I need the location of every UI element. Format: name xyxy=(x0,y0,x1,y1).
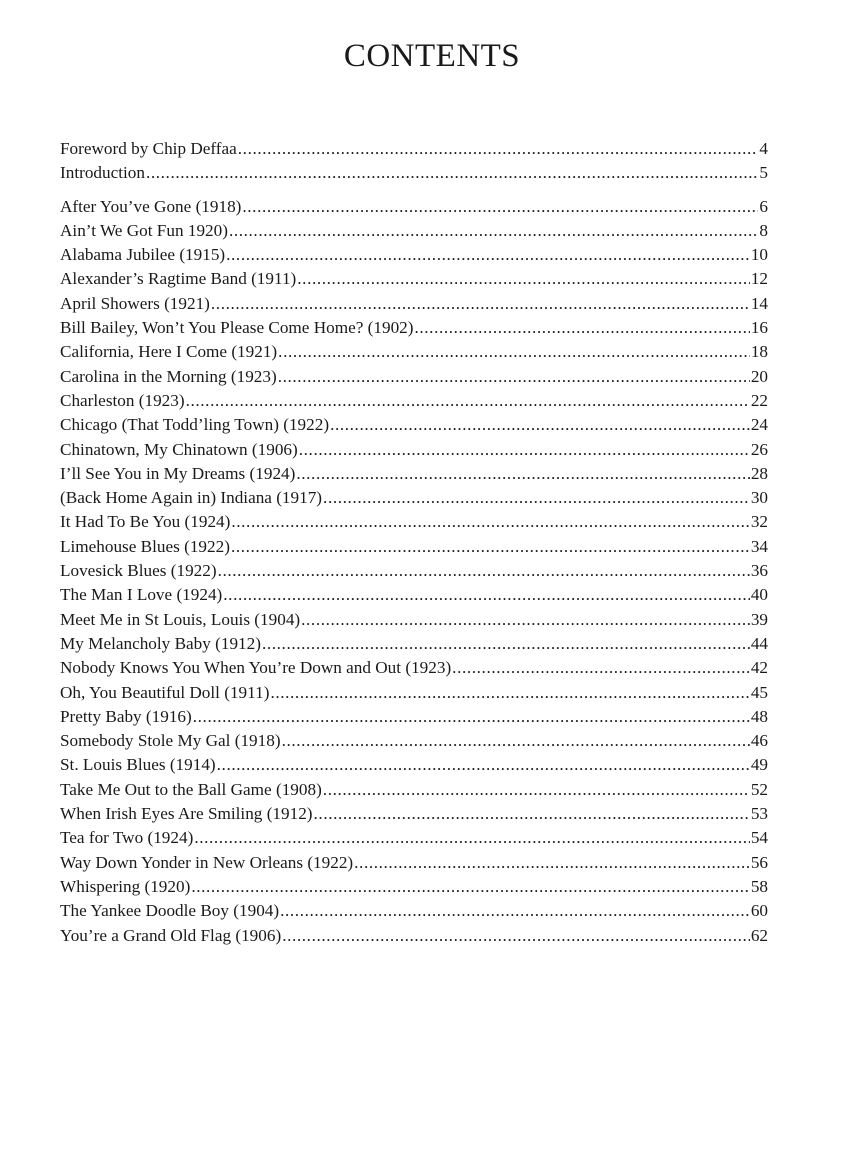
toc-entry-title: When Irish Eyes Are Smiling (1912) xyxy=(60,804,313,824)
toc-entry-page-number: 10 xyxy=(750,245,768,265)
toc-entry-page-number: 22 xyxy=(750,390,768,410)
toc-entry[interactable] xyxy=(60,486,768,510)
toc-entry-page-number: 46 xyxy=(750,731,768,751)
toc-entry-page-number: 28 xyxy=(750,463,768,483)
toc-entry-page-number: 36 xyxy=(750,561,768,581)
dot-leader xyxy=(226,243,750,267)
dot-leader xyxy=(242,195,758,219)
toc-entry[interactable] xyxy=(60,137,768,161)
dot-leader xyxy=(301,608,750,632)
toc-entry-title: I’ll See You in My Dreams (1924) xyxy=(60,463,296,483)
toc-entry[interactable] xyxy=(60,365,768,389)
toc-entry[interactable] xyxy=(60,267,768,291)
dot-leader xyxy=(299,438,750,462)
toc-entry-title: After You’ve Gone (1918) xyxy=(60,196,242,216)
toc-entry-page-number: 4 xyxy=(759,139,768,158)
dot-leader xyxy=(231,535,750,559)
toc-entry[interactable] xyxy=(60,535,768,559)
toc-entry-page-number: 18 xyxy=(750,342,768,362)
toc-entry-title: Charleston (1923) xyxy=(60,390,185,410)
dot-leader xyxy=(270,681,749,705)
toc-entry-page-number: 34 xyxy=(750,536,768,556)
toc-entry[interactable] xyxy=(60,462,768,486)
toc-entry-page-number: 26 xyxy=(750,439,768,459)
toc-entry[interactable] xyxy=(60,219,768,243)
toc-entry-page-number: 62 xyxy=(750,925,768,945)
toc-entry-page-number: 24 xyxy=(750,415,768,435)
toc-entry-page-number: 58 xyxy=(750,876,768,896)
toc-entry[interactable] xyxy=(60,875,768,899)
toc-entry-title: (Back Home Again in) Indiana (1917) xyxy=(60,488,323,508)
dot-leader xyxy=(280,899,750,923)
dot-leader xyxy=(194,826,750,850)
page-title: CONTENTS xyxy=(343,38,521,74)
toc-entry-page-number: 16 xyxy=(750,318,768,338)
toc-entry[interactable] xyxy=(60,632,768,656)
toc-entry-page-number: 53 xyxy=(750,804,768,824)
toc-entry[interactable] xyxy=(60,705,768,729)
song-list xyxy=(60,195,768,948)
dot-leader xyxy=(314,802,750,826)
toc-entry-title: The Man I Love (1924) xyxy=(60,585,223,605)
dot-leader xyxy=(229,219,758,243)
toc-entry[interactable] xyxy=(60,608,768,632)
toc-entry[interactable] xyxy=(60,438,768,462)
dot-leader xyxy=(323,486,750,510)
dot-leader xyxy=(278,340,750,364)
toc-entry-title: Nobody Knows You When You’re Down and Out (1923) xyxy=(60,658,452,678)
toc-entry-title: Whispering (1920) xyxy=(60,876,191,896)
dot-leader xyxy=(146,161,758,185)
toc-entry-title: April Showers (1921) xyxy=(60,293,210,313)
toc-entry[interactable] xyxy=(60,681,768,705)
dot-leader xyxy=(354,851,750,875)
toc-entry[interactable] xyxy=(60,316,768,340)
toc-entry-title: Pretty Baby (1916) xyxy=(60,706,192,726)
toc-entry[interactable] xyxy=(60,559,768,583)
toc-entry-title: Carolina in the Morning (1923) xyxy=(60,366,277,386)
toc-entry-title: Chinatown, My Chinatown (1906) xyxy=(60,439,298,459)
dot-leader xyxy=(262,632,750,656)
toc-entry-title: Somebody Stole My Gal (1918) xyxy=(60,731,281,751)
toc-entry[interactable] xyxy=(60,899,768,923)
toc-entry-title: Alabama Jubilee (1915) xyxy=(60,245,226,265)
toc-entry-title: Lovesick Blues (1922) xyxy=(60,561,217,581)
dot-leader xyxy=(238,137,759,161)
toc-entry-title: Oh, You Beautiful Doll (1911) xyxy=(60,682,270,702)
toc-entry-page-number: 14 xyxy=(750,293,768,313)
toc-entry-page-number: 54 xyxy=(750,828,768,848)
dot-leader xyxy=(323,778,750,802)
toc-entry-title: Introduction xyxy=(60,163,145,183)
dot-leader xyxy=(282,924,750,948)
toc-entry-page-number: 40 xyxy=(750,585,768,605)
toc-entry-title: Foreword by Chip Deffaa xyxy=(60,139,237,158)
toc-entry[interactable] xyxy=(60,753,768,777)
toc-entry-page-number: 8 xyxy=(759,220,768,240)
dot-leader xyxy=(186,389,750,413)
front-matter-list xyxy=(60,137,768,186)
toc-entry-title: Take Me Out to the Ball Game (1908) xyxy=(60,779,322,799)
toc-entry-title: Chicago (That Todd’ling Town) (1922) xyxy=(60,415,330,435)
toc-entry-page-number: 5 xyxy=(759,163,768,183)
toc-entry-page-number: 20 xyxy=(750,366,768,386)
dot-leader xyxy=(297,267,750,291)
toc-entry-page-number: 48 xyxy=(750,706,768,726)
table-of-contents xyxy=(60,137,768,948)
toc-entry-page-number: 52 xyxy=(750,779,768,799)
toc-entry[interactable] xyxy=(60,340,768,364)
toc-entry-page-number: 49 xyxy=(750,755,768,775)
toc-entry[interactable] xyxy=(60,389,768,413)
dot-leader xyxy=(414,316,749,340)
dot-leader xyxy=(211,292,750,316)
toc-entry-page-number: 42 xyxy=(750,658,768,678)
toc-entry-title: Ain’t We Got Fun 1920) xyxy=(60,220,228,240)
toc-entry-title: Limehouse Blues (1922) xyxy=(60,536,230,556)
dot-leader xyxy=(217,753,750,777)
dot-leader xyxy=(191,875,750,899)
toc-entry[interactable] xyxy=(60,243,768,267)
toc-entry[interactable] xyxy=(60,826,768,850)
toc-entry-page-number: 6 xyxy=(759,196,768,216)
dot-leader xyxy=(282,729,750,753)
toc-entry-page-number: 56 xyxy=(750,852,768,872)
toc-entry[interactable] xyxy=(60,851,768,875)
toc-entry-title: It Had To Be You (1924) xyxy=(60,512,231,532)
toc-entry-title: Way Down Yonder in New Orleans (1922) xyxy=(60,852,354,872)
toc-entry[interactable] xyxy=(60,656,768,680)
toc-entry[interactable] xyxy=(60,195,768,219)
toc-entry-title: You’re a Grand Old Flag (1906) xyxy=(60,925,282,945)
toc-entry-page-number: 39 xyxy=(750,609,768,629)
toc-entry-page-number: 44 xyxy=(750,633,768,653)
dot-leader xyxy=(330,413,750,437)
toc-entry-title: California, Here I Come (1921) xyxy=(60,342,278,362)
toc-entry-title: Tea for Two (1924) xyxy=(60,828,194,848)
toc-entry-title: My Melancholy Baby (1912) xyxy=(60,633,261,653)
toc-entry-page-number: 45 xyxy=(750,682,768,702)
toc-entry[interactable] xyxy=(60,729,768,753)
toc-entry-title: Alexander’s Ragtime Band (1911) xyxy=(60,269,297,289)
toc-entry[interactable] xyxy=(60,413,768,437)
toc-entry[interactable] xyxy=(60,583,768,607)
toc-entry-page-number: 60 xyxy=(750,901,768,921)
dot-leader xyxy=(452,656,750,680)
toc-entry[interactable] xyxy=(60,778,768,802)
dot-leader xyxy=(231,510,749,534)
dot-leader xyxy=(278,365,750,389)
toc-entry[interactable] xyxy=(60,161,768,185)
dot-leader xyxy=(296,462,749,486)
toc-entry[interactable] xyxy=(60,510,768,534)
dot-leader xyxy=(193,705,750,729)
toc-entry-title: The Yankee Doodle Boy (1904) xyxy=(60,901,280,921)
toc-entry-page-number: 32 xyxy=(750,512,768,532)
toc-entry-title: Meet Me in St Louis, Louis (1904) xyxy=(60,609,301,629)
dot-leader xyxy=(223,583,750,607)
toc-entry-page-number: 12 xyxy=(750,269,768,289)
toc-entry[interactable] xyxy=(60,802,768,826)
toc-entry[interactable] xyxy=(60,924,768,948)
toc-entry-page-number: 30 xyxy=(750,488,768,508)
toc-entry-title: Bill Bailey, Won’t You Please Come Home? (1902) xyxy=(60,318,414,338)
toc-entry[interactable] xyxy=(60,292,768,316)
dot-leader xyxy=(218,559,750,583)
toc-entry-title: St. Louis Blues (1914) xyxy=(60,755,216,775)
